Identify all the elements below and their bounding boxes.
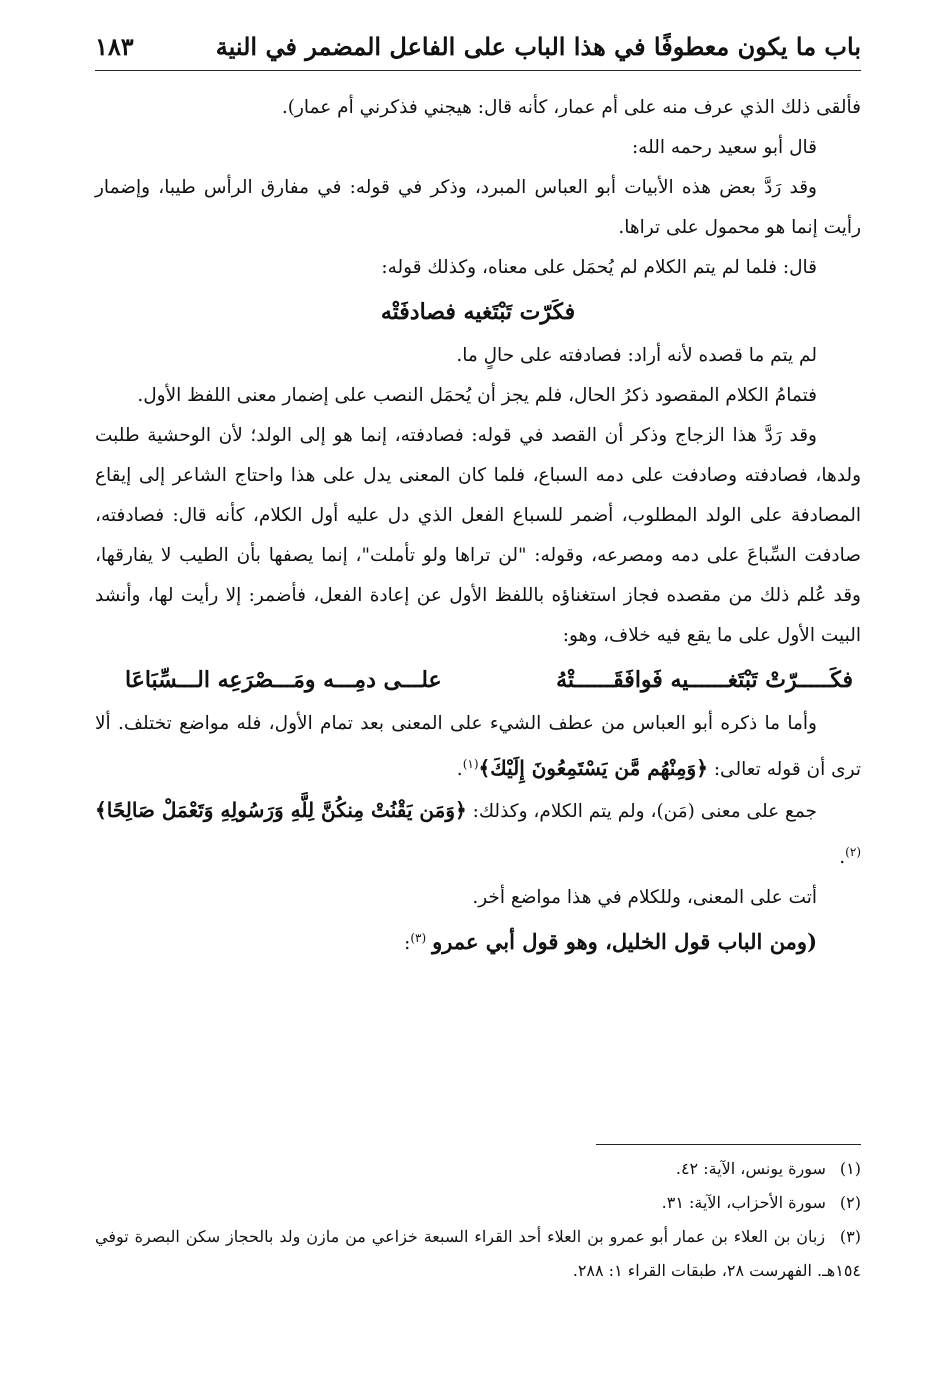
paragraph: قال أبو سعيد رحمه الله: xyxy=(631,137,817,158)
paragraph-text: وأما ما ذكره أبو العباس من عطف الشيء على المعنى بعد تمام الأول، فله مواضع تختلف. ألا ترى أن قوله تعالى: xyxy=(95,713,861,781)
footnote-number: (١) xyxy=(839,1159,861,1178)
paragraph: فألقى ذلك الذي عرف منه على أم عمار، كأنه قال: هيجني فذكرني أم عمار). xyxy=(281,97,861,118)
footnote xyxy=(95,1220,861,1288)
footnote-ref: (٣) xyxy=(410,931,427,946)
paragraph: فتمامُ الكلام المقصود ذكرُ الحال، فلم يجز أن يُحمَل النصب على إضمار معنى اللفظ الأول. xyxy=(137,385,817,406)
footnotes xyxy=(95,1152,861,1288)
main-text xyxy=(95,88,861,964)
paragraph xyxy=(95,918,861,964)
paragraph xyxy=(95,704,861,790)
paragraph: قال: فلما لم يتم الكلام لم يُحمَل على معناه، وكذلك قوله: xyxy=(381,257,817,278)
footnote xyxy=(95,1152,861,1186)
verse-couplet xyxy=(95,656,861,704)
verse-second-hemistich: علـــى دمِـــه ومَـــصْرَعِه الـــسِّبَاعَا xyxy=(125,667,442,693)
page-header xyxy=(95,28,861,71)
footnote-text: سورة يونس، الآية: ٤٢. xyxy=(675,1159,826,1178)
punctuation: . xyxy=(839,847,846,869)
running-title: باب ما يكون معطوفًا في هذا الباب على الفاعل المضمر في النية xyxy=(215,32,861,61)
punctuation: : xyxy=(404,933,411,955)
paragraph-text: جمع على معنى (مَن)، ولم يتم الكلام، وكذلك: xyxy=(472,801,817,823)
footnote-text: زبان بن العلاء بن عمار أبو عمرو بن العلاء أحد القراء السبعة خزاعي من مازن ولد بالحجاز سكن البصرة توفي ١٥٤هـ. الفهرست ٢٨، طبقات القراء ١: ٢٨٨. xyxy=(95,1227,861,1280)
page-number: ١٨٣ xyxy=(95,32,134,61)
footnote xyxy=(95,1186,861,1220)
verse-line: فكَرّت تَبْتَغيه فصادفَتْه xyxy=(380,299,576,325)
punctuation: . xyxy=(456,759,463,781)
verse-first-hemistich: فكَـــــرّتْ تَبْتَغــــــيه فَوافَقَــــــتْهُ xyxy=(556,667,853,693)
footnote-separator xyxy=(596,1144,861,1145)
quran-quote: ﴿وَمِنْهُم مَّن يَسْتَمِعُونَ إِلَيْكَ﴾ xyxy=(478,756,708,781)
footnote-ref: (٢) xyxy=(845,845,861,860)
footnote-number: (٣) xyxy=(839,1227,862,1246)
quran-quote: ﴿وَمَن يَقْنُتْ مِنكُنَّ لِلَّهِ وَرَسُولِهِ وَتَعْمَلْ صَالِحًا﴾ xyxy=(95,798,467,823)
paragraph: أتت على المعنى، وللكلام في هذا مواضع أخر. xyxy=(472,887,817,909)
footnote-text: سورة الأحزاب، الآية: ٣١. xyxy=(661,1193,826,1212)
paragraph-text: (ومن الباب قول الخليل، وهو قول أبي عمرو xyxy=(432,929,817,955)
paragraph: لم يتم ما قصده لأنه أراد: فصادفته على حالٍ ما. xyxy=(456,345,817,366)
paragraph: وقد رَدَّ بعض هذه الأبيات أبو العباس المبرد، وذكر في قوله: في مفارق الرأس طيبا، وإضمار رأيت إنما هو محمول على تراها. xyxy=(95,177,861,238)
footnote-ref: (١) xyxy=(462,757,479,771)
footnote-number: (٢) xyxy=(839,1193,861,1212)
paragraph: وقد رَدَّ هذا الزجاج وذكر أن القصد في قوله: فصادفته، إنما هو إلى الولد؛ لأن الوحشية طلبت ولدها، فصادفته وصادفت على دمه السباع، فلما كان المعنى يدل على هذا واحتاج الشاعر إلى إيقاع المصادفة على الولد المطلوب، أضمر للسباع الفعل الذي دل عليه أول الكلام، كأنه قال: فصادفته، صادفت السِّباعَ على دمه ومصرعه، وقوله: "لن تراها ولو تأملت"، إنما يصفها بأن الطيب لا يفارقها، وقد عُلم ذلك من مقصده فجاز استغناؤه باللفظ الأول عن إعادة الفعل، فأضمر: إلا رأيت لها، وأنشد البيت الأول على ما يقع فيه خلاف، وهو: xyxy=(95,425,861,646)
paragraph xyxy=(95,790,861,878)
